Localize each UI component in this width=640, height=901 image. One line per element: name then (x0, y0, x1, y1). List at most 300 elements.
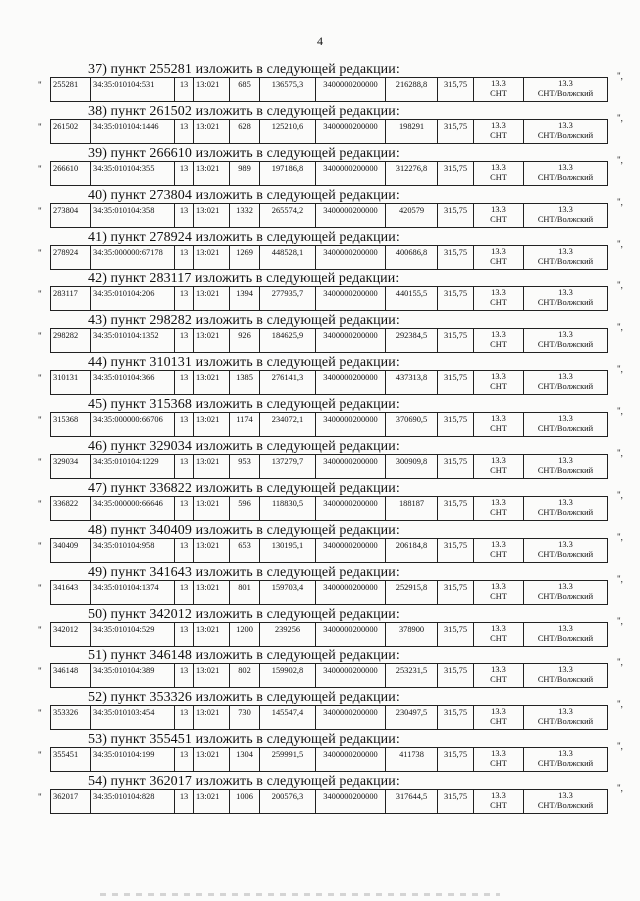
cell-category (524, 162, 608, 186)
cell-category (524, 78, 608, 102)
amendment-item (0, 733, 640, 775)
cell-zone: 13 (175, 329, 194, 353)
cell-value: 252915,8 (386, 581, 438, 605)
cell-classifier-code: 13.3 (491, 497, 506, 507)
cell-category-code: 13.3 (558, 539, 573, 549)
cell-area: 1006 (230, 790, 260, 814)
cell-classifier-code: 13.3 (491, 246, 506, 256)
cell-rate: 315,75 (438, 120, 474, 144)
cell-zone: 13 (175, 246, 194, 270)
cell-zone: 13 (175, 287, 194, 311)
quote-open: " (38, 121, 42, 132)
cell-code: 13:021 (194, 581, 230, 605)
cell-area: 989 (230, 162, 260, 186)
cell-oktmo: 3400000200000 (316, 664, 386, 688)
cell-classifier-label: СНТ (490, 717, 507, 727)
quote-close: ", (617, 699, 623, 710)
amendment-title: 43) пункт 298282 изложить в следующей редакции: (88, 313, 400, 329)
cell-classifier-code: 13.3 (491, 288, 506, 298)
cell-rate: 315,75 (438, 623, 474, 647)
cell-value: 378900 (386, 623, 438, 647)
amendment-title: 48) пункт 340409 изложить в следующей редакции: (88, 522, 400, 538)
cell-category (524, 120, 608, 144)
cell-classifier (474, 371, 524, 395)
amendment-title: 44) пункт 310131 изложить в следующей редакции: (88, 355, 400, 371)
cell-oktmo: 3400000200000 (316, 581, 386, 605)
cell-category (524, 287, 608, 311)
table-row (50, 580, 608, 605)
table-row (50, 622, 608, 647)
amendment-item (0, 440, 640, 482)
quote-open: " (38, 540, 42, 551)
cell-area: 653 (230, 539, 260, 563)
cell-area: 1332 (230, 204, 260, 228)
cell-category (524, 455, 608, 479)
cell-area: 1385 (230, 371, 260, 395)
quote-close: ", (617, 741, 623, 752)
cell-category-label: СНТ/Волжский (537, 382, 594, 392)
cell-category (524, 623, 608, 647)
cell-code: 13:021 (194, 790, 230, 814)
cell-zone: 13 (175, 539, 194, 563)
cell-area: 1394 (230, 287, 260, 311)
cell-value: 300909,8 (386, 455, 438, 479)
cell-code: 13:021 (194, 539, 230, 563)
quote-open: " (38, 163, 42, 174)
cell-value: 230497,5 (386, 706, 438, 730)
cell-category-label: СНТ/Волжский (537, 298, 594, 308)
quote-open: " (38, 750, 42, 761)
cell-category-label: СНТ/Волжский (537, 759, 594, 769)
quote-close: ", (617, 364, 623, 375)
amendment-item (0, 649, 640, 691)
cell-zone: 13 (175, 748, 194, 772)
cell-area: 953 (230, 455, 260, 479)
cell-category (524, 581, 608, 605)
cell-classifier-code: 13.3 (491, 162, 506, 172)
cell-oktmo: 3400000200000 (316, 246, 386, 270)
cell-id: 362017 (51, 790, 91, 814)
cell-zone: 13 (175, 623, 194, 647)
cell-id: 261502 (51, 120, 91, 144)
cell-category-code: 13.3 (558, 623, 573, 633)
cell-cost: 159703,4 (260, 581, 316, 605)
cell-zone: 13 (175, 204, 194, 228)
cell-classifier-code: 13.3 (491, 623, 506, 633)
quote-close: ", (617, 531, 623, 542)
cell-oktmo: 3400000200000 (316, 120, 386, 144)
cell-category-code: 13.3 (558, 497, 573, 507)
cell-value: 312276,8 (386, 162, 438, 186)
cell-classifier (474, 539, 524, 563)
amendment-item (0, 231, 640, 273)
amendment-item (0, 189, 640, 231)
cell-zone: 13 (175, 455, 194, 479)
amendment-title: 41) пункт 278924 изложить в следующей редакции: (88, 229, 400, 245)
cell-value: 206184,8 (386, 539, 438, 563)
amendment-item (0, 691, 640, 733)
cell-id: 310131 (51, 371, 91, 395)
amendment-item (0, 608, 640, 650)
cell-cost: 125210,6 (260, 120, 316, 144)
cell-code: 13:021 (194, 748, 230, 772)
cell-value: 420579 (386, 204, 438, 228)
cell-cost: 276141,3 (260, 371, 316, 395)
quote-close: ", (617, 280, 623, 291)
cell-category (524, 539, 608, 563)
cell-zone: 13 (175, 413, 194, 437)
cell-zone: 13 (175, 664, 194, 688)
cell-classifier-label: СНТ (490, 298, 507, 308)
cell-value: 292384,5 (386, 329, 438, 353)
amendment-item (0, 356, 640, 398)
cell-category-label: СНТ/Волжский (537, 507, 594, 517)
quote-open: " (38, 498, 42, 509)
quote-open: " (38, 666, 42, 677)
cell-cadastral-number: 34:35:010104:828 (91, 790, 175, 814)
cell-area: 1269 (230, 246, 260, 270)
cell-classifier (474, 78, 524, 102)
cell-rate: 315,75 (438, 748, 474, 772)
cell-code: 13:021 (194, 706, 230, 730)
cell-id: 278924 (51, 246, 91, 270)
cell-category (524, 246, 608, 270)
cell-classifier-code: 13.3 (491, 665, 506, 675)
table-row (50, 203, 608, 228)
table-row (50, 454, 608, 479)
cell-code: 13:021 (194, 664, 230, 688)
cell-classifier (474, 706, 524, 730)
cell-id: 353326 (51, 706, 91, 730)
cell-cost: 130195,1 (260, 539, 316, 563)
cell-category (524, 664, 608, 688)
cell-oktmo: 3400000200000 (316, 455, 386, 479)
cell-rate: 315,75 (438, 790, 474, 814)
cell-classifier-code: 13.3 (491, 204, 506, 214)
cell-zone: 13 (175, 371, 194, 395)
amendment-title: 50) пункт 342012 изложить в следующей редакции: (88, 606, 400, 622)
cell-zone: 13 (175, 162, 194, 186)
amendment-title: 37) пункт 255281 изложить в следующей редакции: (88, 62, 400, 77)
cell-oktmo: 3400000200000 (316, 371, 386, 395)
cell-category-code: 13.3 (558, 330, 573, 340)
amendment-item (0, 482, 640, 524)
cell-classifier-label: СНТ (490, 382, 507, 392)
cell-category-label: СНТ/Волжский (537, 130, 594, 140)
cell-area: 801 (230, 581, 260, 605)
cell-code: 13:021 (194, 78, 230, 102)
cell-classifier-label: СНТ (490, 549, 507, 559)
cell-category-code: 13.3 (558, 288, 573, 298)
quote-close: ", (617, 406, 623, 417)
cell-area: 685 (230, 78, 260, 102)
cell-cost: 197186,8 (260, 162, 316, 186)
cell-rate: 315,75 (438, 204, 474, 228)
cell-category-label: СНТ/Волжский (537, 633, 594, 643)
amendment-title: 42) пункт 283117 изложить в следующей редакции: (88, 271, 400, 287)
cell-classifier-code: 13.3 (491, 372, 506, 382)
cell-cost: 200576,3 (260, 790, 316, 814)
cell-id: 273804 (51, 204, 91, 228)
cell-classifier-code: 13.3 (491, 414, 506, 424)
cell-cadastral-number: 34:35:000000:66646 (91, 497, 175, 521)
cell-code: 13:021 (194, 329, 230, 353)
cell-oktmo: 3400000200000 (316, 329, 386, 353)
cell-category (524, 497, 608, 521)
amendment-title: 45) пункт 315368 изложить в следующей редакции: (88, 397, 400, 413)
cell-cost: 277935,7 (260, 287, 316, 311)
cell-rate: 315,75 (438, 413, 474, 437)
cell-classifier-label: СНТ (490, 801, 507, 811)
cell-cadastral-number: 34:35:010104:355 (91, 162, 175, 186)
table-row (50, 538, 608, 563)
cell-cadastral-number: 34:35:010104:206 (91, 287, 175, 311)
cell-category-code: 13.3 (558, 120, 573, 130)
amendment-item (0, 147, 640, 189)
quote-open: " (38, 624, 42, 635)
cell-value: 400686,8 (386, 246, 438, 270)
table-row (50, 245, 608, 270)
cell-category (524, 204, 608, 228)
cell-oktmo: 3400000200000 (316, 204, 386, 228)
table-row (50, 328, 608, 353)
cell-oktmo: 3400000200000 (316, 790, 386, 814)
cell-classifier (474, 413, 524, 437)
cell-cost: 137279,7 (260, 455, 316, 479)
cell-code: 13:021 (194, 204, 230, 228)
cell-category-code: 13.3 (558, 204, 573, 214)
cell-classifier-label: СНТ (490, 340, 507, 350)
cell-rate: 315,75 (438, 706, 474, 730)
cell-id: 329034 (51, 455, 91, 479)
cell-category-code: 13.3 (558, 79, 573, 88)
cell-classifier-code: 13.3 (491, 330, 506, 340)
cell-classifier (474, 120, 524, 144)
table-row (50, 705, 608, 730)
quote-open: " (38, 289, 42, 300)
cell-rate: 315,75 (438, 581, 474, 605)
cell-rate: 315,75 (438, 162, 474, 186)
cell-classifier-label: СНТ (490, 507, 507, 517)
cell-rate: 315,75 (438, 287, 474, 311)
cell-cost: 136575,3 (260, 78, 316, 102)
cell-classifier-label: СНТ (490, 214, 507, 224)
cell-area: 1304 (230, 748, 260, 772)
cell-category-label: СНТ/Волжский (537, 801, 594, 811)
cell-area: 596 (230, 497, 260, 521)
table-row (50, 286, 608, 311)
cell-category-label: СНТ/Волжский (537, 172, 594, 182)
cell-classifier (474, 790, 524, 814)
quote-open: " (38, 373, 42, 384)
table-row (50, 77, 608, 102)
cell-category-code: 13.3 (558, 372, 573, 382)
cell-zone: 13 (175, 790, 194, 814)
cell-cadastral-number: 34:35:010104:1352 (91, 329, 175, 353)
cell-rate: 315,75 (438, 539, 474, 563)
cell-rate: 315,75 (438, 455, 474, 479)
cell-code: 13:021 (194, 162, 230, 186)
cell-cadastral-number: 34:35:010104:529 (91, 623, 175, 647)
cell-category-code: 13.3 (558, 414, 573, 424)
amendment-list (0, 63, 640, 817)
table-row (50, 789, 608, 814)
cell-value: 216288,8 (386, 78, 438, 102)
cell-classifier (474, 287, 524, 311)
cell-oktmo: 3400000200000 (316, 706, 386, 730)
table-row (50, 119, 608, 144)
cell-classifier (474, 623, 524, 647)
cell-code: 13:021 (194, 246, 230, 270)
cell-classifier-code: 13.3 (491, 791, 506, 801)
table-row (50, 370, 608, 395)
cell-classifier (474, 748, 524, 772)
cell-zone: 13 (175, 581, 194, 605)
cell-zone: 13 (175, 497, 194, 521)
cell-code: 13:021 (194, 497, 230, 521)
quote-close: ", (617, 112, 623, 123)
quote-close: ", (617, 238, 623, 249)
cell-value: 317644,5 (386, 790, 438, 814)
cell-classifier-label: СНТ (490, 256, 507, 266)
cell-category (524, 790, 608, 814)
cell-cadastral-number: 34:35:000000:66706 (91, 413, 175, 437)
cell-cadastral-number: 34:35:010104:1446 (91, 120, 175, 144)
amendment-title: 49) пункт 341643 изложить в следующей редакции: (88, 564, 400, 580)
quote-open: " (38, 80, 42, 90)
cell-cadastral-number: 34:35:010103:454 (91, 706, 175, 730)
cell-rate: 315,75 (438, 78, 474, 102)
quote-close: ", (617, 196, 623, 207)
quote-close: ", (617, 448, 623, 459)
cell-classifier-label: СНТ (490, 89, 507, 98)
cell-classifier-label: СНТ (490, 675, 507, 685)
cell-category-label: СНТ/Волжский (537, 424, 594, 434)
cell-classifier-code: 13.3 (491, 539, 506, 549)
amendment-item (0, 63, 640, 105)
cell-cadastral-number: 34:35:010104:389 (91, 664, 175, 688)
cell-cadastral-number: 34:35:010104:531 (91, 78, 175, 102)
cell-category (524, 706, 608, 730)
cell-category-code: 13.3 (558, 246, 573, 256)
cell-code: 13:021 (194, 455, 230, 479)
cell-category-code: 13.3 (558, 749, 573, 759)
cell-id: 315368 (51, 413, 91, 437)
amendment-title: 52) пункт 353326 изложить в следующей редакции: (88, 690, 400, 706)
cell-category-label: СНТ/Волжский (537, 591, 594, 601)
cell-oktmo: 3400000200000 (316, 539, 386, 563)
quote-close: ", (617, 322, 623, 333)
cell-category-label: СНТ/Волжский (537, 256, 594, 266)
cell-cost: 259991,5 (260, 748, 316, 772)
amendment-item (0, 524, 640, 566)
amendment-title: 54) пункт 362017 изложить в следующей редакции: (88, 774, 400, 790)
table-row (50, 496, 608, 521)
cell-value: 411738 (386, 748, 438, 772)
cell-category-label: СНТ/Волжский (537, 675, 594, 685)
cell-cost: 234072,1 (260, 413, 316, 437)
cell-category (524, 371, 608, 395)
cell-category-code: 13.3 (558, 456, 573, 466)
cell-id: 340409 (51, 539, 91, 563)
amendment-item (0, 398, 640, 440)
cell-area: 1200 (230, 623, 260, 647)
scan-artifact (100, 893, 500, 896)
cell-zone: 13 (175, 120, 194, 144)
quote-open: " (38, 331, 42, 342)
cell-id: 298282 (51, 329, 91, 353)
cell-category-label: СНТ/Волжский (537, 466, 594, 476)
quote-close: ", (617, 489, 623, 500)
quote-open: " (38, 582, 42, 593)
amendment-item (0, 314, 640, 356)
cell-cadastral-number: 34:35:000000:67178 (91, 246, 175, 270)
cell-classifier-label: СНТ (490, 633, 507, 643)
quote-close: ", (617, 657, 623, 668)
cell-value: 440155,5 (386, 287, 438, 311)
cell-cadastral-number: 34:35:010104:1374 (91, 581, 175, 605)
cell-zone: 13 (175, 706, 194, 730)
cell-id: 255281 (51, 78, 91, 102)
quote-open: " (38, 708, 42, 719)
cell-code: 13:021 (194, 287, 230, 311)
cell-id: 346148 (51, 664, 91, 688)
cell-oktmo: 3400000200000 (316, 413, 386, 437)
cell-code: 13:021 (194, 371, 230, 395)
cell-classifier-code: 13.3 (491, 79, 506, 88)
cell-area: 628 (230, 120, 260, 144)
cell-classifier (474, 162, 524, 186)
cell-category-code: 13.3 (558, 707, 573, 717)
cell-cost: 239256 (260, 623, 316, 647)
cell-cost: 184625,9 (260, 329, 316, 353)
table-row (50, 663, 608, 688)
cell-classifier (474, 497, 524, 521)
cell-category-code: 13.3 (558, 791, 573, 801)
cell-cadastral-number: 34:35:010104:1229 (91, 455, 175, 479)
cell-classifier (474, 246, 524, 270)
amendment-title: 53) пункт 355451 изложить в следующей редакции: (88, 732, 400, 748)
cell-classifier (474, 581, 524, 605)
amendment-item (0, 775, 640, 817)
quote-open: " (38, 457, 42, 468)
cell-category-label: СНТ/Волжский (537, 340, 594, 350)
cell-category (524, 748, 608, 772)
cell-classifier-code: 13.3 (491, 707, 506, 717)
amendment-title: 38) пункт 261502 изложить в следующей редакции: (88, 103, 400, 119)
quote-close: ", (617, 783, 623, 794)
cell-classifier (474, 455, 524, 479)
cell-value: 198291 (386, 120, 438, 144)
cell-classifier (474, 329, 524, 353)
cell-value: 437313,8 (386, 371, 438, 395)
cell-category-label: СНТ/Волжский (537, 89, 594, 98)
cell-cost: 159902,8 (260, 664, 316, 688)
cell-cost: 265574,2 (260, 204, 316, 228)
amendment-item (0, 272, 640, 314)
cell-oktmo: 3400000200000 (316, 623, 386, 647)
quote-close: ", (617, 71, 623, 81)
cell-classifier-code: 13.3 (491, 456, 506, 466)
cell-classifier-code: 13.3 (491, 581, 506, 591)
amendment-title: 47) пункт 336822 изложить в следующей редакции: (88, 480, 400, 496)
cell-rate: 315,75 (438, 371, 474, 395)
cell-id: 336822 (51, 497, 91, 521)
cell-category (524, 413, 608, 437)
cell-id: 355451 (51, 748, 91, 772)
cell-classifier-label: СНТ (490, 759, 507, 769)
cell-area: 926 (230, 329, 260, 353)
